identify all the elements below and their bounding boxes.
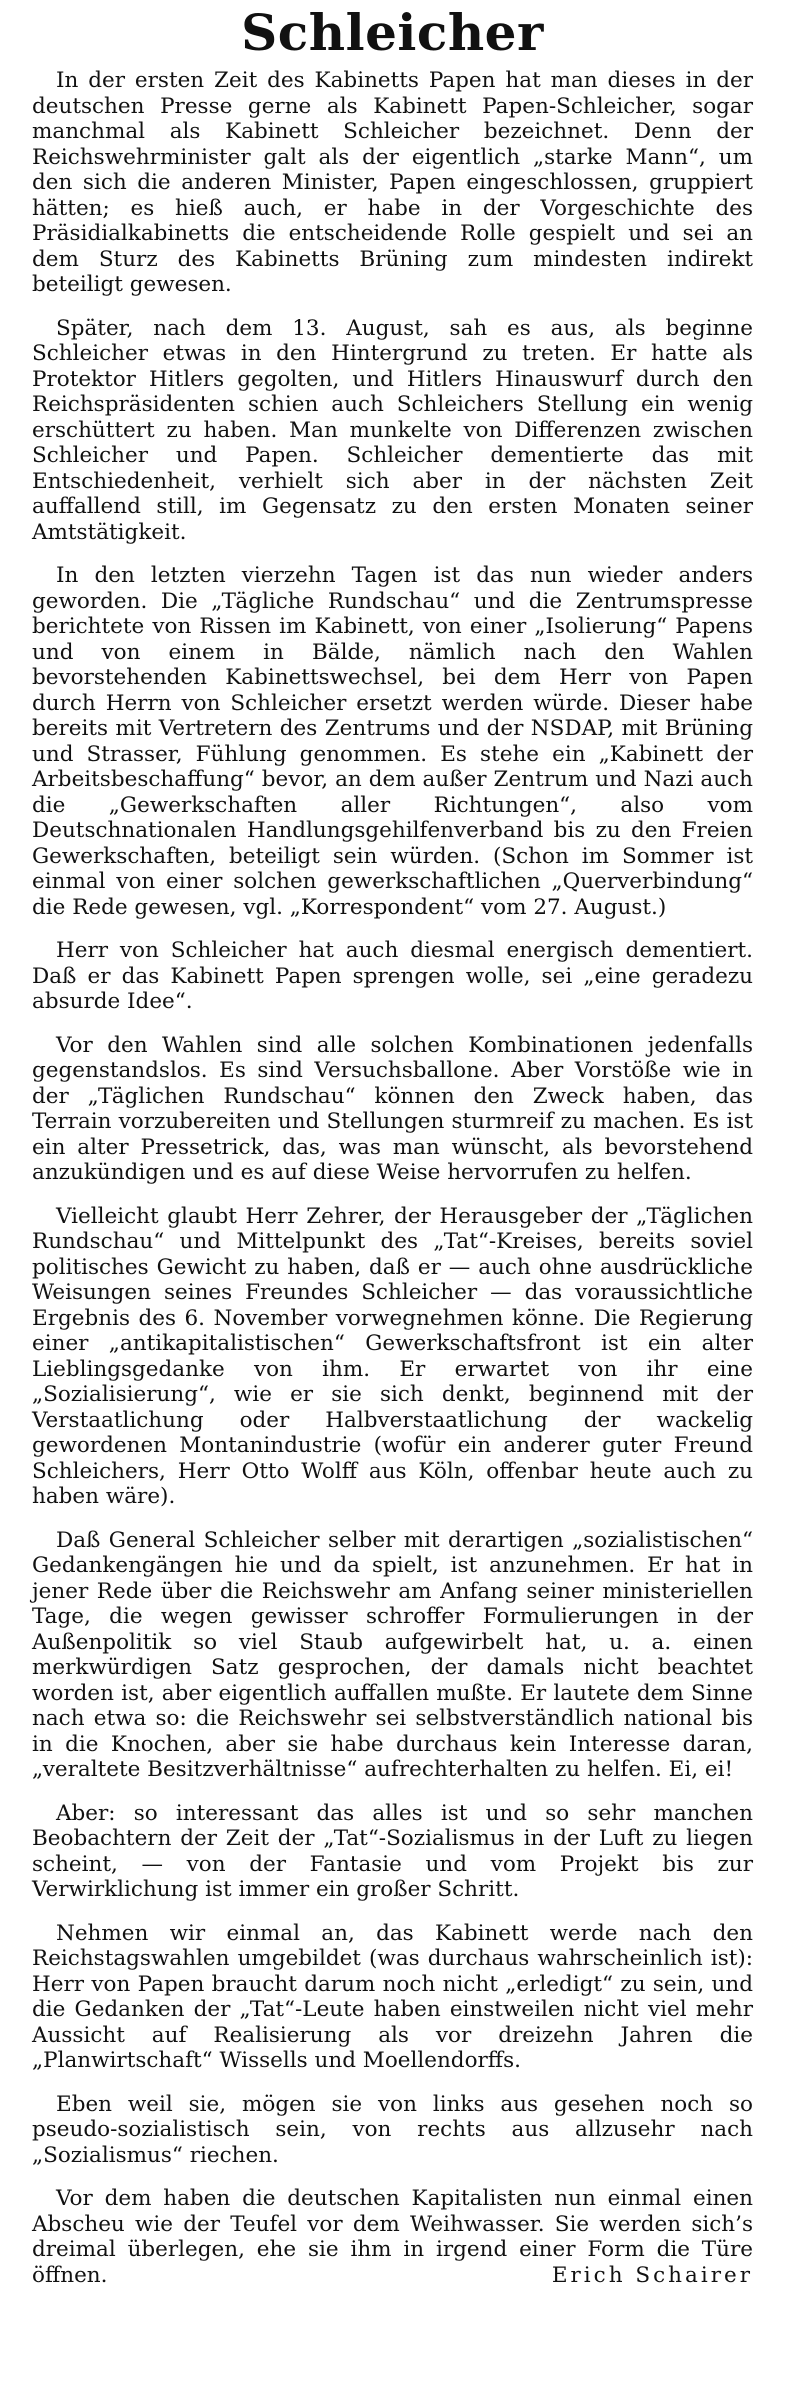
paragraph: Herr von Schleicher hat auch diesmal energisch dementiert. Daß er das Kabinett Papen sprengen wolle, sei „eine geradezu absurde Idee“. [32, 938, 753, 1014]
page [0, 3, 785, 2408]
last-paragraph [32, 2186, 753, 2288]
paragraph: Daß General Schleicher selber mit derartigen „sozialistischen“ Gedankengängen hie und da spielt, ist anzunehmen. Er hat in jener Rede über die Reichswehr am Anfang seiner ministeriellen Tage, die wegen gewisser schroffer Formulierungen in der Außenpolitik so viel Staub aufgewirbelt hat, u. a. einen merkwürdigen Satz gesprochen, der damals nicht beachtet worden ist, aber eigentlich auffallen mußte. Er lautete dem Sinne nach etwa so: die Reichswehr sei selbstverständlich national bis in die Knochen, aber sie habe durchaus kein Interesse daran, „veraltete Besitzverhältnisse“ aufrechterhalten zu helfen. Ei, ei! [32, 1527, 753, 1782]
paragraph: Vielleicht glaubt Herr Zehrer, der Herausgeber der „Täglichen Rundschau“ und Mittelpunkt des „Tat“-Kreises, bereits soviel politisches Gewicht zu haben, daß er — auch ohne ausdrückliche Weisungen seines Freundes Schleicher — das voraussichtliche Ergebnis des 6. November vorwegnehmen könne. Die Regierung einer „antikapitalistischen“ Gewerkschaftsfront ist ein alter Lieblingsgedanke von ihm. Er erwartet von ihr eine „Sozialisierung“, wie er sie sich denkt, beginnend mit der Verstaatlichung oder Halbverstaatlichung der wackelig gewordenen Montanindustrie (wofür ein anderer guter Freund Schleichers, Herr Otto Wolff aus Köln, offenbar heute auch zu haben wäre). [32, 1203, 753, 1509]
paragraph: Aber: so interessant das alles ist und so sehr manchen Beobachtern der Zeit der „Tat“-Sozialismus in der Luft zu liegen scheint, — von der Fantasie und vom Projekt bis zur Verwirklichung ist immer ein großer Schritt. [32, 1800, 753, 1902]
paragraph: In der ersten Zeit des Kabinetts Papen hat man dieses in der deutschen Presse gerne als Kabinett Papen-Schleicher, sogar manchmal als Kabinett Schleicher bezeichnet. Denn der Reichswehrminister galt als der eigentlich „starke Mann“, um den sich die anderen Minister, Papen eingeschlossen, gruppiert hätten; es hieß auch, er habe in der Vorgeschichte des Präsidialkabinetts die entscheidende Rolle gespielt und sei an dem Sturz des Kabinetts Brüning zum mindesten indirekt beteiligt gewesen. [32, 68, 753, 297]
author-byline: Erich Schairer [551, 2262, 753, 2288]
paragraph: Eben weil sie, mögen sie von links aus gesehen noch so pseudo-sozialistisch sein, von rechts aus allzusehr nach „Sozialismus“ riechen. [32, 2091, 753, 2168]
paragraph-text: Vor dem haben die deutschen Kapitalisten nun einmal einen Abscheu wie der Teufel vor dem Weihwasser. Sie werden sich’s dreimal überlegen, ehe sie ihm in irgend einer Form die Türe öffnen. [32, 2186, 753, 2288]
paragraph: Nehmen wir einmal an, das Kabinett werde nach den Reichstagswahlen umgebildet (was durchaus wahrscheinlich ist): Herr von Papen braucht darum noch nicht „erledigt“ zu sein, und die Gedanken der „Tat“-Leute haben einstweilen nicht viel mehr Aussicht auf Realisierung als vor dreizehn Jahren die „Planwirtschaft“ Wissells und Moellendorffs. [32, 1920, 753, 2073]
article-title: Schleicher [241, 3, 544, 62]
article-body [32, 68, 753, 2288]
paragraph: In den letzten vierzehn Tagen ist das nun wieder anders geworden. Die „Tägliche Rundschau“ und die Zentrumspresse berichtete von Rissen im Kabinett, von einer „Isolierung“ Papens und von einem in Bälde, nämlich nach den Wahlen bevorstehenden Kabinettswechsel, bei dem Herr von Papen durch Herrn von Schleicher ersetzt werden würde. Dieser habe bereits mit Vertretern des Zentrums und der NSDAP, mit Brüning und Strasser, Fühlung genommen. Es stehe ein „Kabinett der Arbeitsbeschaffung“ bevor, an dem außer Zentrum und Nazi auch die „Gewerkschaften aller Richtungen“, also vom Deutschnationalen Handlungsgehilfenverband bis zu den Freien Gewerkschaften, beteiligt sein würden. (Schon im Sommer ist einmal von einer solchen gewerkschaftlichen „Querverbindung“ die Rede gewesen, vgl. „Korrespondent“ vom 27. August.) [32, 563, 753, 920]
paragraph: Später, nach dem 13. August, sah es aus, als beginne Schleicher etwas in den Hintergrund zu treten. Er hatte als Protektor Hitlers gegolten, und Hitlers Hinauswurf durch den Reichspräsidenten schien auch Schleichers Stellung ein wenig erschüttert zu haben. Man munkelte von Differenzen zwischen Schleicher und Papen. Schleicher dementierte das mit Entschiedenheit, verhielt sich aber in der nächsten Zeit auffallend still, im Gegensatz zu den ersten Monaten seiner Amtstätigkeit. [32, 315, 753, 545]
paragraph: Vor den Wahlen sind alle solchen Kombinationen jedenfalls gegenstandslos. Es sind Versuchsballone. Aber Vorstöße wie in der „Täglichen Rundschau“ können den Zweck haben, das Terrain vorzubereiten und Stellungen sturmreif zu machen. Es ist ein alter Pressetrick, das, was man wünscht, als bevorstehend anzukündigen und es auf diese Weise hervorrufen zu helfen. [32, 1032, 753, 1185]
